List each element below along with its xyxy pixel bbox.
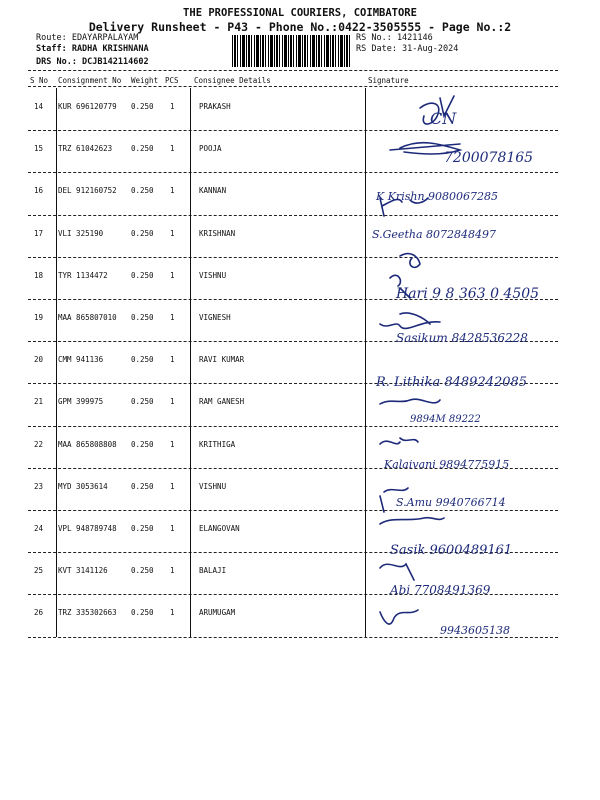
- col-consignment: Consignment No: [58, 76, 122, 85]
- drs-number: DRS No.: DCJB142114602: [36, 57, 149, 67]
- signature-scribble: [380, 438, 418, 444]
- row-weight: 0.250: [131, 355, 154, 365]
- runsheet-subtitle: Delivery Runsheet - P43 - Phone No.:0422-3505555 - Page No.:2: [88, 20, 512, 34]
- row-consignee: PRAKASH: [199, 102, 231, 111]
- row-consignee: VISHNU: [199, 481, 227, 491]
- row-pcs: 1: [170, 608, 175, 618]
- col-weight: Weight: [131, 76, 159, 85]
- row-weight: 0.250: [131, 144, 154, 154]
- row-pcs: 1: [170, 270, 175, 280]
- row-weight: 0.250: [131, 313, 154, 322]
- route-label: Route: EDAYARPALAYAM: [36, 33, 139, 43]
- row-consignment-no: VPL 948789748: [58, 524, 117, 533]
- row-consignment-no: GPM 399975: [58, 397, 104, 407]
- row-sno: 14: [34, 102, 44, 111]
- row-consignee: POOJA: [199, 144, 222, 154]
- barcode: [232, 35, 350, 67]
- signature-text: CN: [430, 109, 457, 128]
- column-divider: [56, 88, 57, 637]
- row-sno: 22: [34, 439, 44, 449]
- header-bottom-rule: [28, 86, 558, 87]
- signature-text: 9943605138: [440, 624, 510, 637]
- row-consignee: KANNAN: [199, 186, 227, 196]
- signature-scribble: [380, 518, 444, 524]
- row-consignment-no: DEL 912160752: [58, 186, 117, 196]
- row-pcs: 1: [170, 439, 175, 449]
- row-consignee: VIGNESH: [199, 313, 231, 322]
- row-sno: 21: [34, 397, 44, 407]
- row-pcs: 1: [170, 524, 175, 533]
- col-consignee: Consignee Details: [194, 76, 271, 85]
- row-consignment-no: TYR 1134472: [58, 270, 108, 280]
- signatures-layer: [360, 88, 600, 648]
- row-pcs: 1: [170, 355, 175, 365]
- col-sno: S No: [30, 76, 49, 85]
- row-consignee: VISHNU: [199, 270, 227, 280]
- row-sno: 25: [34, 566, 44, 576]
- signature-text: Kalaivani 9894775915: [384, 458, 510, 471]
- signature-text: R. Lithika 8489242085: [376, 375, 528, 390]
- row-sno: 20: [34, 355, 44, 365]
- row-pcs: 1: [170, 102, 175, 111]
- row-consignee: ELANGOVAN: [199, 524, 240, 533]
- row-consignment-no: KVT 3141126: [58, 566, 108, 576]
- staff-label: Staff: RADHA KRISHNANA: [36, 44, 149, 54]
- signature-scribble: [380, 610, 418, 624]
- row-consignment-no: MAA 865807010: [58, 313, 117, 322]
- row-weight: 0.250: [131, 228, 154, 238]
- row-consignment-no: KUR 696120779: [58, 102, 117, 111]
- row-sno: 18: [34, 270, 44, 280]
- signature-scribble: [380, 564, 414, 580]
- row-consignment-no: MAA 865808808: [58, 439, 117, 449]
- row-pcs: 1: [170, 481, 175, 491]
- signature-text: S.Amu 9940766714: [396, 496, 506, 509]
- signature-text: S.Geetha 8072848497: [372, 228, 496, 241]
- row-sno: 15: [34, 144, 44, 154]
- row-weight: 0.250: [131, 102, 154, 111]
- row-pcs: 1: [170, 313, 175, 322]
- row-consignee: RAVI KUMAR: [199, 355, 245, 365]
- row-weight: 0.250: [131, 186, 154, 196]
- col-signature: Signature: [368, 76, 409, 85]
- row-pcs: 1: [170, 228, 175, 238]
- row-consignment-no: TRZ 335302663: [58, 608, 117, 618]
- row-consignment-no: VLI 325190: [58, 228, 104, 238]
- col-pcs: PCS: [165, 76, 179, 85]
- signature-text: Sasik 9600489161: [390, 543, 513, 558]
- row-pcs: 1: [170, 186, 175, 196]
- signature-text: 7200078165: [444, 150, 534, 166]
- row-consignment-no: MYD 3053614: [58, 481, 108, 491]
- row-consignee: RAM GANESH: [199, 397, 245, 407]
- row-consignment-no: CMM 941136: [58, 355, 104, 365]
- row-sno: 16: [34, 186, 44, 196]
- row-consignee: KRITHIGA: [199, 439, 236, 449]
- row-sno: 26: [34, 608, 44, 618]
- row-consignee: KRISHNAN: [199, 228, 236, 238]
- signature-text: Hari 9 8 363 0 4505: [396, 286, 540, 302]
- row-sno: 23: [34, 481, 44, 491]
- row-pcs: 1: [170, 397, 175, 407]
- row-weight: 0.250: [131, 524, 154, 533]
- row-consignee: BALAJI: [199, 566, 227, 576]
- signature-scribble: [400, 254, 420, 268]
- row-weight: 0.250: [131, 397, 154, 407]
- signature-scribble: [380, 313, 440, 329]
- row-sno: 24: [34, 524, 44, 533]
- row-weight: 0.250: [131, 608, 154, 618]
- column-divider: [190, 88, 191, 637]
- row-consignment-no: TRZ 61042623: [58, 144, 113, 154]
- rs-number: RS No.: 1421146: [356, 33, 433, 43]
- row-consignee: ARUMUGAM: [199, 608, 236, 618]
- row-pcs: 1: [170, 566, 175, 576]
- signature-text: K Krishn 9080067285: [376, 190, 499, 203]
- row-sno: 17: [34, 228, 44, 238]
- row-pcs: 1: [170, 144, 175, 154]
- signature-text: Abi 7708491369: [390, 583, 491, 597]
- row-weight: 0.250: [131, 270, 154, 280]
- row-weight: 0.250: [131, 481, 154, 491]
- header-top-rule: [28, 70, 558, 71]
- signature-text: 9894M 89222: [410, 414, 481, 425]
- row-sno: 19: [34, 313, 44, 322]
- signature-scribble: [380, 399, 440, 404]
- rs-date: RS Date: 31-Aug-2024: [356, 44, 459, 54]
- signature-text: Sasikum 8428536228: [396, 331, 528, 345]
- company-name: THE PROFESSIONAL COURIERS, COIMBATORE: [183, 7, 417, 19]
- row-weight: 0.250: [131, 439, 154, 449]
- row-weight: 0.250: [131, 566, 154, 576]
